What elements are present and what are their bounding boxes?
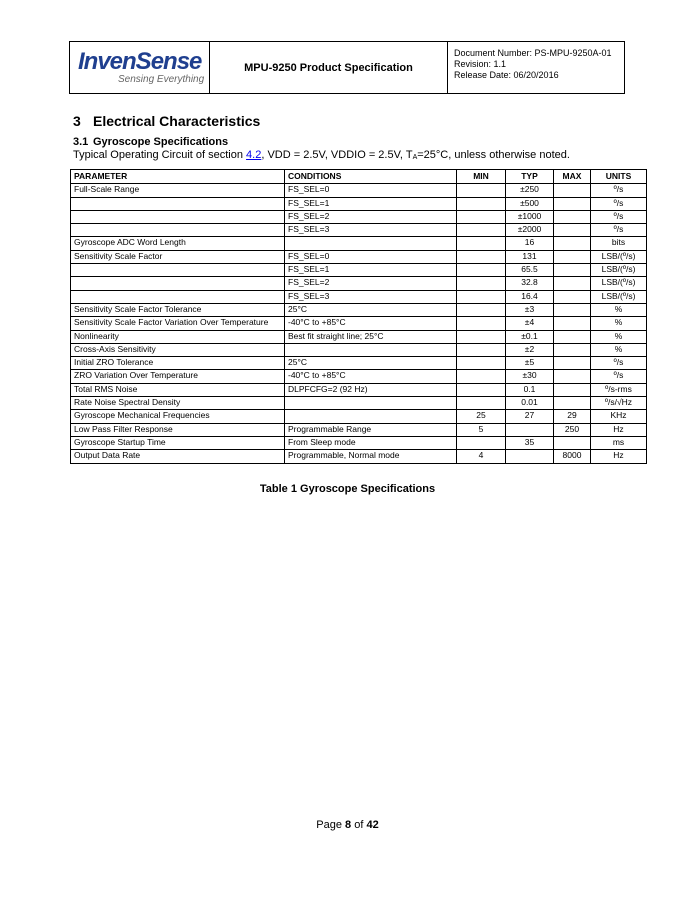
cell-parameter: ZRO Variation Over Temperature bbox=[71, 370, 285, 383]
company-logo bbox=[70, 42, 210, 93]
cell-min bbox=[457, 303, 506, 316]
cell-typ: ±500 bbox=[506, 197, 554, 210]
cell-typ bbox=[506, 423, 554, 436]
table-row bbox=[71, 303, 647, 316]
cell-conditions: FS_SEL=2 bbox=[285, 210, 457, 223]
cell-conditions: 25°C bbox=[285, 357, 457, 370]
intro-text-post: =25°C, unless otherwise noted. bbox=[417, 149, 570, 161]
cell-min bbox=[457, 277, 506, 290]
section-number: 3 bbox=[73, 113, 81, 129]
cell-parameter: Initial ZRO Tolerance bbox=[71, 357, 285, 370]
cell-min bbox=[457, 436, 506, 449]
cell-max bbox=[554, 397, 591, 410]
cell-min: 25 bbox=[457, 410, 506, 423]
cell-units: % bbox=[591, 330, 647, 343]
cell-min bbox=[457, 317, 506, 330]
cell-units: % bbox=[591, 343, 647, 356]
cell-parameter bbox=[71, 224, 285, 237]
table-row bbox=[71, 330, 647, 343]
table-row bbox=[71, 450, 647, 463]
cell-min bbox=[457, 343, 506, 356]
cell-conditions: FS_SEL=3 bbox=[285, 224, 457, 237]
cell-typ: ±0.1 bbox=[506, 330, 554, 343]
cell-min: 5 bbox=[457, 423, 506, 436]
cell-max: 250 bbox=[554, 423, 591, 436]
cell-conditions bbox=[285, 237, 457, 250]
cell-units: KHz bbox=[591, 410, 647, 423]
cell-units: º/s bbox=[591, 224, 647, 237]
cell-parameter: Output Data Rate bbox=[71, 450, 285, 463]
page-header bbox=[69, 41, 625, 94]
table-row bbox=[71, 436, 647, 449]
table-caption: Table 1 Gyroscope Specifications bbox=[259, 483, 436, 495]
cell-units: º/s-rms bbox=[591, 383, 647, 396]
cell-max bbox=[554, 264, 591, 277]
cell-parameter: Total RMS Noise bbox=[71, 383, 285, 396]
cell-typ: 16.4 bbox=[506, 290, 554, 303]
cell-parameter: Gyroscope Mechanical Frequencies bbox=[71, 410, 285, 423]
header-conditions: CONDITIONS bbox=[285, 170, 457, 184]
cell-min bbox=[457, 224, 506, 237]
cell-parameter: Full-Scale Range bbox=[71, 184, 285, 197]
cell-typ: ±3 bbox=[506, 303, 554, 316]
cell-max bbox=[554, 184, 591, 197]
release-date: Release Date: 06/20/2016 bbox=[454, 70, 559, 80]
subsection-title: Gyroscope Specifications bbox=[93, 136, 229, 148]
cell-parameter: Gyroscope ADC Word Length bbox=[71, 237, 285, 250]
cell-conditions: From Sleep mode bbox=[285, 436, 457, 449]
cell-units: Hz bbox=[591, 423, 647, 436]
cell-min bbox=[457, 250, 506, 263]
header-min: MIN bbox=[457, 170, 506, 184]
document-title: MPU-9250 Product Specification bbox=[210, 42, 448, 93]
table-row bbox=[71, 343, 647, 356]
table-row bbox=[71, 210, 647, 223]
intro-text-mid: , VDD = 2.5V, VDDIO = 2.5V, T bbox=[261, 149, 413, 161]
cell-typ: ±4 bbox=[506, 317, 554, 330]
section-title: Electrical Characteristics bbox=[93, 113, 261, 129]
cell-typ: 131 bbox=[506, 250, 554, 263]
cell-conditions: FS_SEL=3 bbox=[285, 290, 457, 303]
cell-parameter bbox=[71, 277, 285, 290]
cell-conditions: FS_SEL=0 bbox=[285, 184, 457, 197]
table-row bbox=[71, 397, 647, 410]
cell-typ: ±2000 bbox=[506, 224, 554, 237]
table-row bbox=[71, 264, 647, 277]
cell-conditions: Programmable Range bbox=[285, 423, 457, 436]
table-row bbox=[71, 383, 647, 396]
logo-text: InvenSense bbox=[78, 48, 202, 75]
cell-max bbox=[554, 383, 591, 396]
cell-conditions: FS_SEL=2 bbox=[285, 277, 457, 290]
cell-parameter: Rate Noise Spectral Density bbox=[71, 397, 285, 410]
document-info bbox=[448, 42, 624, 93]
cell-min: 4 bbox=[457, 450, 506, 463]
cell-units: LSB/(º/s) bbox=[591, 250, 647, 263]
cell-parameter: Gyroscope Startup Time bbox=[71, 436, 285, 449]
table-row bbox=[71, 224, 647, 237]
table-row bbox=[71, 277, 647, 290]
cell-parameter: Nonlinearity bbox=[71, 330, 285, 343]
table-row bbox=[71, 370, 647, 383]
table-header-row bbox=[71, 170, 647, 184]
cell-typ: 32.8 bbox=[506, 277, 554, 290]
table-row bbox=[71, 410, 647, 423]
section-link[interactable]: 4.2 bbox=[246, 149, 262, 161]
intro-paragraph bbox=[73, 149, 570, 161]
cell-parameter bbox=[71, 210, 285, 223]
cell-typ: ±2 bbox=[506, 343, 554, 356]
cell-typ bbox=[506, 450, 554, 463]
cell-units: ms bbox=[591, 436, 647, 449]
table-row bbox=[71, 197, 647, 210]
cell-min bbox=[457, 383, 506, 396]
cell-typ: 65.5 bbox=[506, 264, 554, 277]
cell-parameter: Sensitivity Scale Factor Variation Over Temperature bbox=[71, 317, 285, 330]
cell-conditions: FS_SEL=1 bbox=[285, 197, 457, 210]
cell-min bbox=[457, 197, 506, 210]
intro-text-pre: Typical Operating Circuit of section bbox=[73, 149, 247, 161]
cell-conditions: FS_SEL=0 bbox=[285, 250, 457, 263]
cell-typ: ±30 bbox=[506, 370, 554, 383]
table-row bbox=[71, 184, 647, 197]
cell-parameter bbox=[71, 290, 285, 303]
cell-min bbox=[457, 397, 506, 410]
cell-units: LSB/(º/s) bbox=[591, 290, 647, 303]
cell-parameter bbox=[71, 197, 285, 210]
cell-units: % bbox=[591, 303, 647, 316]
gyroscope-spec-table bbox=[70, 169, 647, 464]
cell-max bbox=[554, 237, 591, 250]
cell-units: º/s bbox=[591, 370, 647, 383]
cell-units: º/s bbox=[591, 197, 647, 210]
page-total: 42 bbox=[366, 819, 379, 831]
cell-conditions: -40°C to +85°C bbox=[285, 370, 457, 383]
cell-max bbox=[554, 370, 591, 383]
cell-conditions: -40°C to +85°C bbox=[285, 317, 457, 330]
intro-subscript: A bbox=[412, 154, 418, 161]
cell-parameter: Sensitivity Scale Factor Tolerance bbox=[71, 303, 285, 316]
table-row bbox=[71, 423, 647, 436]
header-typ: TYP bbox=[506, 170, 554, 184]
logo-tagline: Sensing Everything bbox=[118, 74, 205, 85]
cell-min bbox=[457, 290, 506, 303]
page-footer bbox=[0, 819, 695, 831]
table-row bbox=[71, 357, 647, 370]
cell-units: Hz bbox=[591, 450, 647, 463]
cell-conditions: DLPFCFG=2 (92 Hz) bbox=[285, 383, 457, 396]
cell-parameter: Sensitivity Scale Factor bbox=[71, 250, 285, 263]
cell-max bbox=[554, 357, 591, 370]
cell-min bbox=[457, 370, 506, 383]
cell-parameter: Cross-Axis Sensitivity bbox=[71, 343, 285, 356]
table-row bbox=[71, 237, 647, 250]
cell-units: º/s bbox=[591, 210, 647, 223]
cell-max: 29 bbox=[554, 410, 591, 423]
page-number: 8 bbox=[345, 819, 352, 831]
cell-units: bits bbox=[591, 237, 647, 250]
subsection-heading bbox=[73, 136, 228, 148]
document-number: Document Number: PS-MPU-9250A-01 bbox=[454, 48, 612, 58]
cell-typ: ±250 bbox=[506, 184, 554, 197]
cell-typ: 16 bbox=[506, 237, 554, 250]
cell-max bbox=[554, 224, 591, 237]
cell-conditions: Best fit straight line; 25°C bbox=[285, 330, 457, 343]
cell-min bbox=[457, 264, 506, 277]
cell-conditions bbox=[285, 410, 457, 423]
cell-min bbox=[457, 237, 506, 250]
cell-parameter bbox=[71, 264, 285, 277]
table-row bbox=[71, 250, 647, 263]
table-row bbox=[71, 317, 647, 330]
cell-units: º/s/√Hz bbox=[591, 397, 647, 410]
cell-units: º/s bbox=[591, 357, 647, 370]
cell-typ: 35 bbox=[506, 436, 554, 449]
cell-parameter: Low Pass Filter Response bbox=[71, 423, 285, 436]
page-label: Page bbox=[316, 819, 342, 831]
subsection-number: 3.1 bbox=[73, 136, 89, 148]
cell-max bbox=[554, 317, 591, 330]
document-revision: Revision: 1.1 bbox=[454, 59, 507, 69]
cell-units: % bbox=[591, 317, 647, 330]
cell-min bbox=[457, 357, 506, 370]
cell-max bbox=[554, 436, 591, 449]
header-max: MAX bbox=[554, 170, 591, 184]
cell-typ: 27 bbox=[506, 410, 554, 423]
section-heading bbox=[73, 113, 260, 129]
cell-typ: 0.1 bbox=[506, 383, 554, 396]
cell-typ: ±1000 bbox=[506, 210, 554, 223]
cell-min bbox=[457, 184, 506, 197]
cell-typ: ±5 bbox=[506, 357, 554, 370]
cell-max bbox=[554, 210, 591, 223]
cell-units: LSB/(º/s) bbox=[591, 277, 647, 290]
table-row bbox=[71, 290, 647, 303]
cell-conditions bbox=[285, 397, 457, 410]
cell-units: º/s bbox=[591, 184, 647, 197]
cell-max bbox=[554, 197, 591, 210]
cell-conditions: Programmable, Normal mode bbox=[285, 450, 457, 463]
cell-max bbox=[554, 250, 591, 263]
cell-conditions: 25°C bbox=[285, 303, 457, 316]
cell-max bbox=[554, 330, 591, 343]
header-units: UNITS bbox=[591, 170, 647, 184]
cell-units: LSB/(º/s) bbox=[591, 264, 647, 277]
header-parameter: PARAMETER bbox=[71, 170, 285, 184]
of-label: of bbox=[354, 819, 364, 831]
cell-min bbox=[457, 210, 506, 223]
cell-max bbox=[554, 290, 591, 303]
cell-typ: 0.01 bbox=[506, 397, 554, 410]
cell-max bbox=[554, 303, 591, 316]
cell-max: 8000 bbox=[554, 450, 591, 463]
cell-max bbox=[554, 343, 591, 356]
cell-min bbox=[457, 330, 506, 343]
cell-conditions: FS_SEL=1 bbox=[285, 264, 457, 277]
cell-conditions bbox=[285, 343, 457, 356]
cell-max bbox=[554, 277, 591, 290]
